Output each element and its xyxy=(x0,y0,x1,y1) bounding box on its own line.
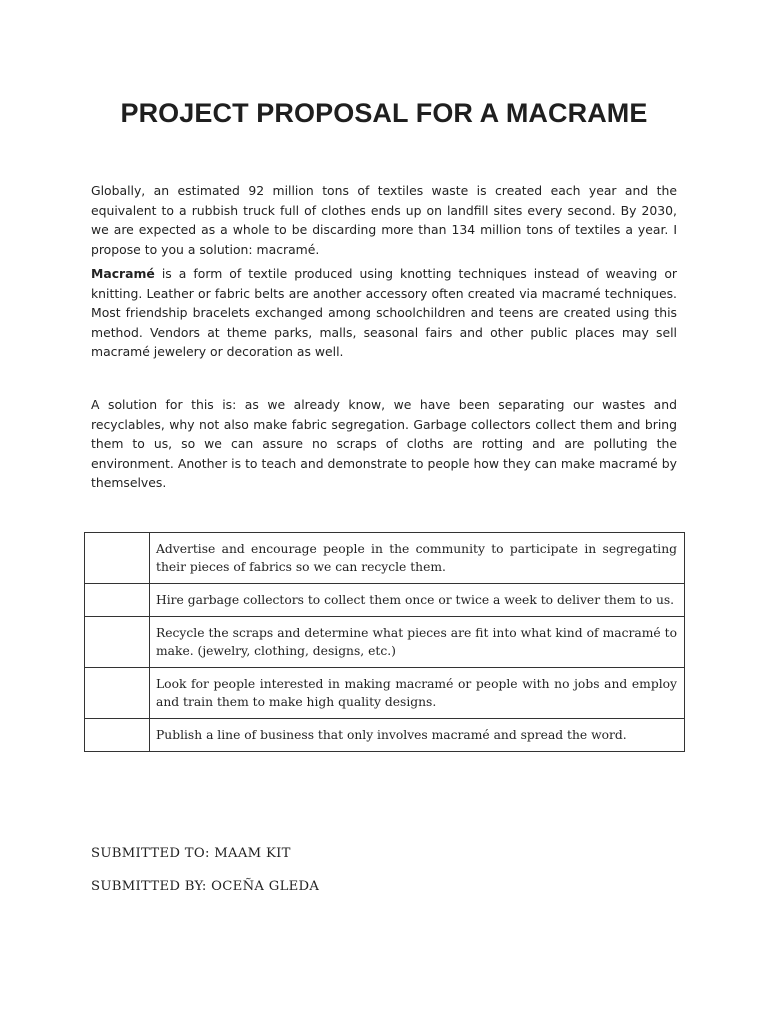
step-text-cell: Look for people interested in making macramé or people with no jobs and employ and train them to make high quality designs. xyxy=(150,668,685,719)
step-text-cell: Hire garbage collectors to collect them once or twice a week to deliver them to us. xyxy=(150,584,685,617)
step-text-cell: Recycle the scraps and determine what pieces are fit into what kind of macramé to make. (jewelry, clothing, designs, etc.) xyxy=(150,617,685,668)
intro-paragraph: Globally, an estimated 92 million tons of textiles waste is created each year and the equivalent to a rubbish truck full of clothes ends up on landfill sites every second. By 2030, we are expected as a whole to be discarding more than 134 million tons of textiles a year. I propose to you a solution: macramé. xyxy=(91,183,677,257)
macrame-definition-paragraph xyxy=(91,264,677,362)
table-row xyxy=(85,617,685,668)
submitted-to: SUBMITTED TO: MAAM KIT xyxy=(91,846,291,861)
step-text-cell: Advertise and encourage people in the community to participate in segregating their pieces of fabrics so we can recycle them. xyxy=(150,533,685,584)
step-number-cell xyxy=(85,533,150,584)
macrame-term: Macramé xyxy=(91,266,155,281)
step-text-cell: Publish a line of business that only involves macramé and spread the word. xyxy=(150,719,685,752)
step-number-cell xyxy=(85,668,150,719)
steps-table xyxy=(84,532,685,752)
solution-paragraph: A solution for this is: as we already know, we have been separating our wastes and recyclables, why not also make fabric segregation. Garbage collectors collect them and bring them to us, so we can assure no scraps of cloths are rotting and are polluting the environment. Another is to teach and demonstrate to people how they can make macramé by themselves. xyxy=(91,397,677,490)
page-title: PROJECT PROPOSAL FOR A MACRAME xyxy=(120,98,648,128)
table-row xyxy=(85,584,685,617)
macrame-definition-text: is a form of textile produced using knotting techniques instead of weaving or knitting. Leather or fabric belts are another accessory often created via macramé techniques. Most friendship bracelets exchanged among schoolchildren and teens are created using this method. Vendors at theme parks, malls, seasonal fairs and other public places may sell macramé jewelery or decoration as well. xyxy=(91,266,677,359)
submitted-by: SUBMITTED BY: OCEÑA GLEDA xyxy=(91,879,320,894)
table-row xyxy=(85,719,685,752)
step-number-cell xyxy=(85,719,150,752)
step-number-cell xyxy=(85,584,150,617)
step-number-cell xyxy=(85,617,150,668)
table-row xyxy=(85,533,685,584)
table-row xyxy=(85,668,685,719)
